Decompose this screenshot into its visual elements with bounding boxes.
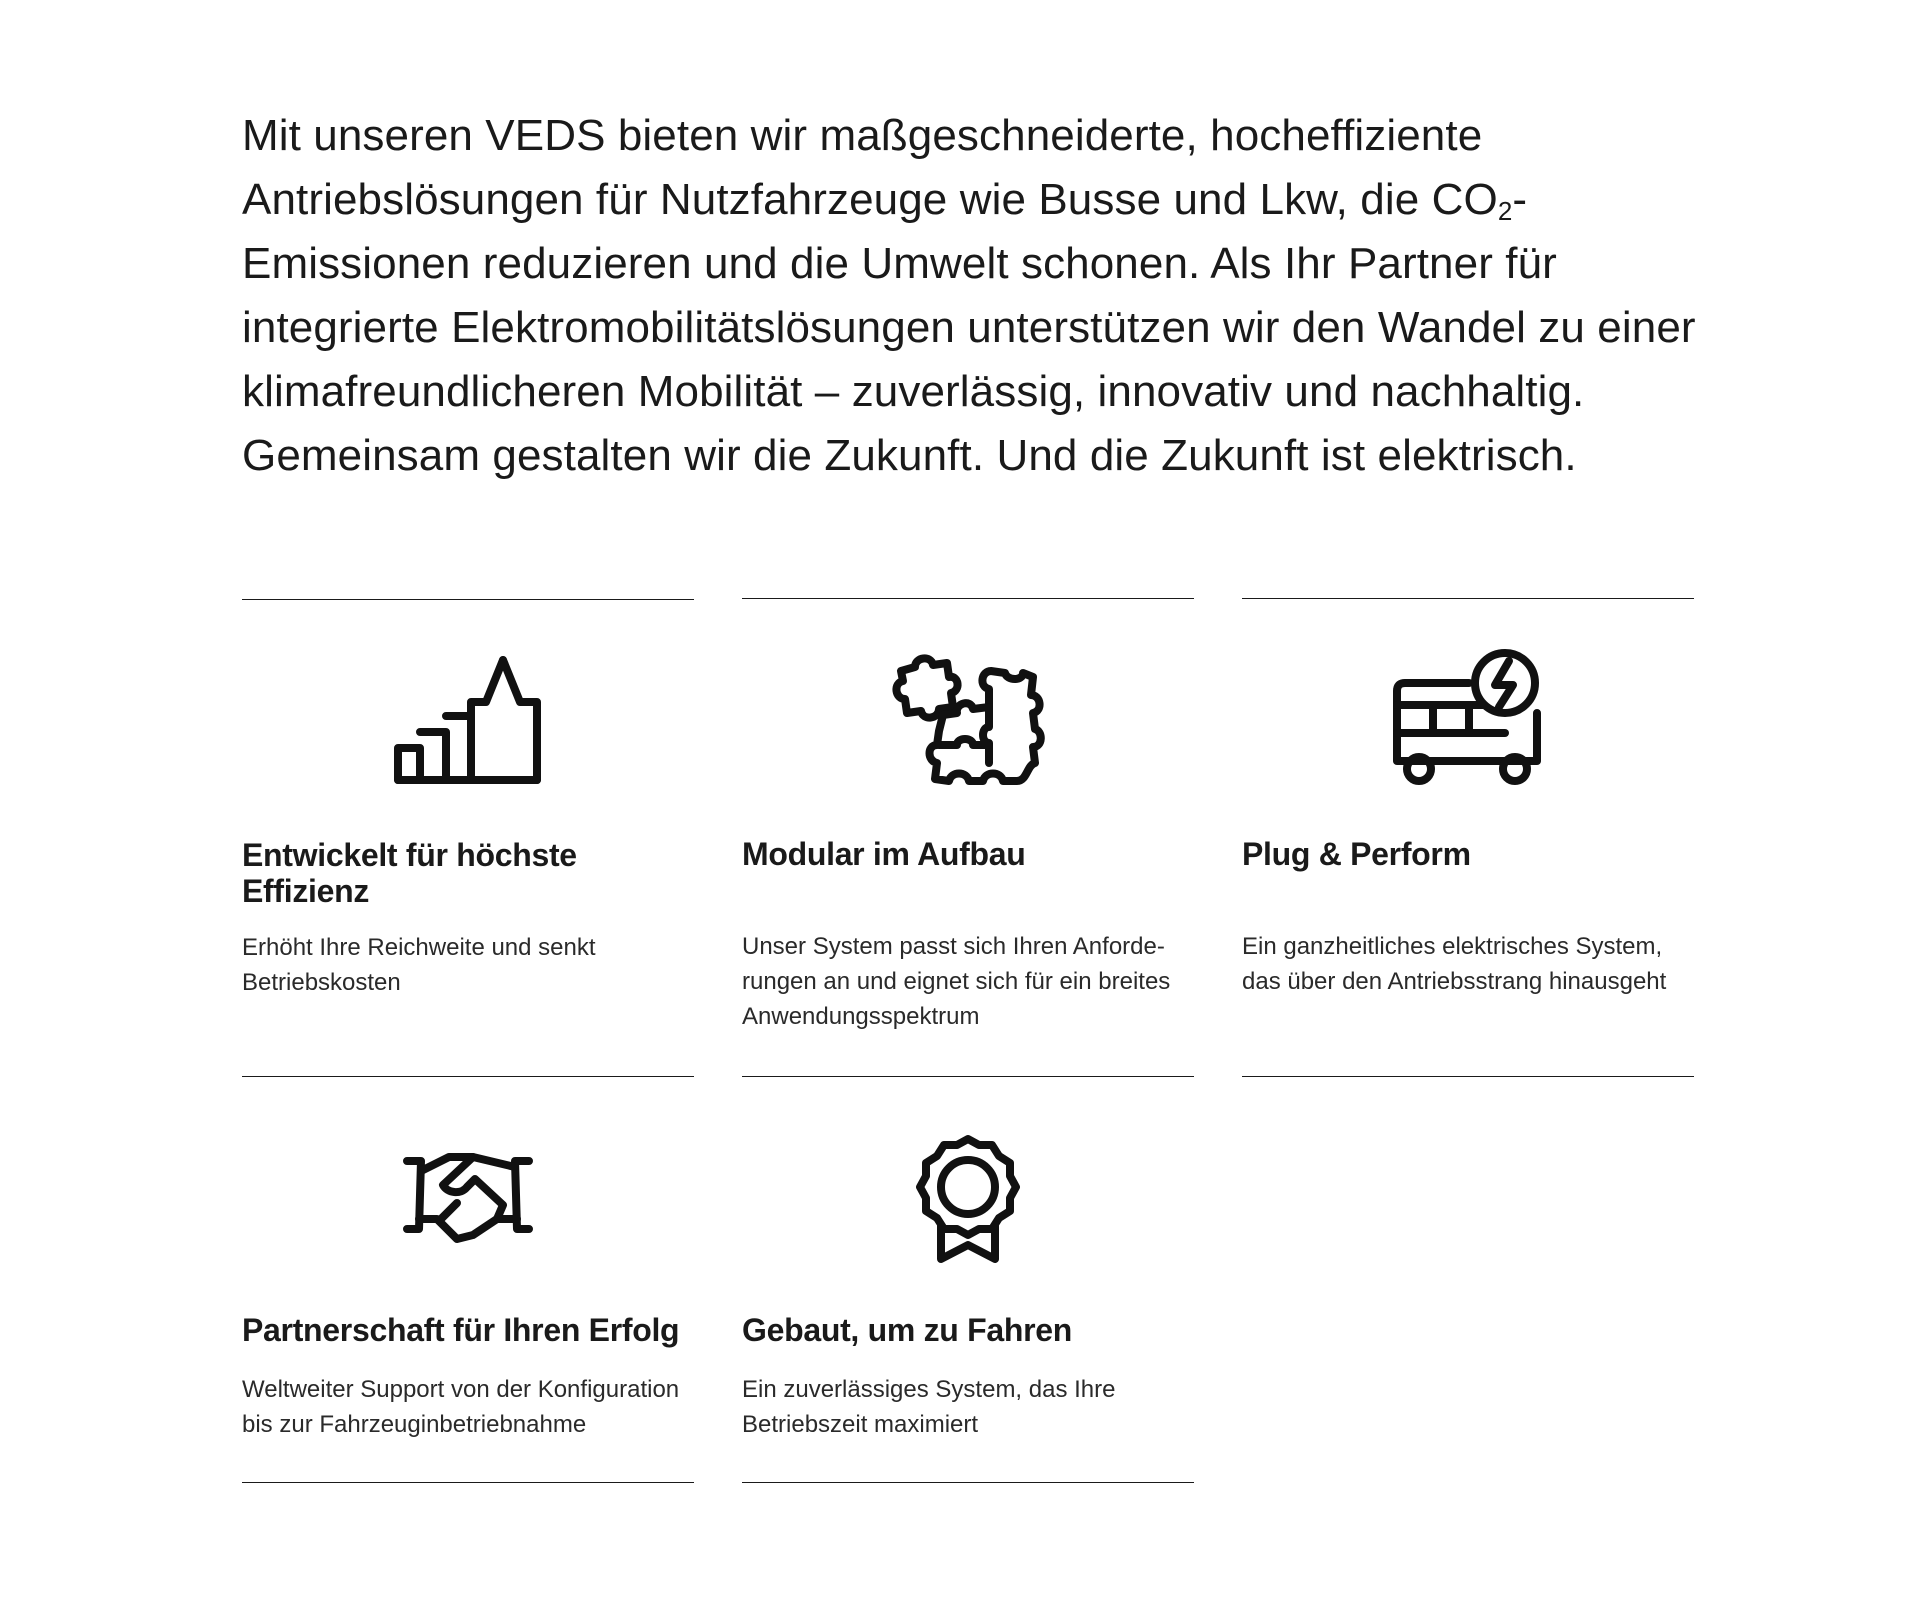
- intro-text-part2: -Emissionen reduzieren und die Umwelt schonen. Als Ihr Partner für integrierte Elektromobilitätslösungen unterstützen wir den Wandel zu einer klimafreundlicheren Mobilität – zuverlässig, innovativ und nachhaltig. Gemeinsam gestalten wir die Zukunft. Und die Zukunft ist elektrisch.: [242, 175, 1696, 480]
- electric-bus-icon: [1393, 649, 1543, 789]
- feature-icon-wrap: [742, 655, 1194, 785]
- award-badge-icon: [913, 1135, 1023, 1263]
- feature-text-plug-perform: Ein ganzheitliches elektrisches System, das über den Antriebsstrang hinausgeht: [1242, 933, 1667, 995]
- feature-title-reliability: Gebaut, um zu Fahren: [742, 1312, 1073, 1348]
- feature-icon-wrap: [742, 1135, 1194, 1263]
- feature-card-modular: [742, 598, 1194, 1077]
- feature-card-plug-perform: [1242, 598, 1694, 1077]
- feature-title-modular: Modular im Aufbau: [742, 836, 1026, 872]
- growth-chart-icon: [393, 656, 543, 786]
- intro-paragraph: [242, 104, 1702, 488]
- feature-icon-wrap: [242, 1153, 694, 1245]
- intro-text-part1: Mit unseren VEDS bieten wir maßgeschneiderte, hocheffiziente Antriebslösungen für Nutzfahrzeuge wie Busse und Lkw, die CO: [242, 111, 1498, 224]
- puzzle-pieces-icon: [893, 655, 1043, 785]
- feature-card-reliability: [742, 1076, 1194, 1483]
- feature-card-partnership: [242, 1076, 694, 1483]
- feature-title-partnership: Partnerschaft für Ihren Erfolg: [242, 1312, 680, 1348]
- feature-text-reliability: Ein zuverlässiges System, das Ihre Betriebszeit maximiert: [742, 1376, 1116, 1438]
- feature-title-efficiency: Entwickelt für höchste Effizienz: [242, 837, 577, 909]
- feature-icon-wrap: [1242, 649, 1694, 789]
- handshake-icon: [403, 1153, 533, 1245]
- feature-icon-wrap: [242, 656, 694, 786]
- feature-card-efficiency: [242, 599, 694, 1077]
- feature-text-partnership: Weltweiter Support von der Konfiguration bis zur Fahrzeuginbetriebnahme: [242, 1376, 680, 1438]
- feature-text-modular: Unser System passt sich Ihren Anforde-rungen an und eignet sich für ein breites Anwendungsspektrum: [742, 933, 1171, 1030]
- co2-subscript: 2: [1497, 196, 1513, 226]
- feature-title-plug-perform: Plug & Perform: [1242, 836, 1471, 872]
- feature-text-efficiency: Erhöht Ihre Reichweite und senkt Betriebskosten: [242, 934, 596, 996]
